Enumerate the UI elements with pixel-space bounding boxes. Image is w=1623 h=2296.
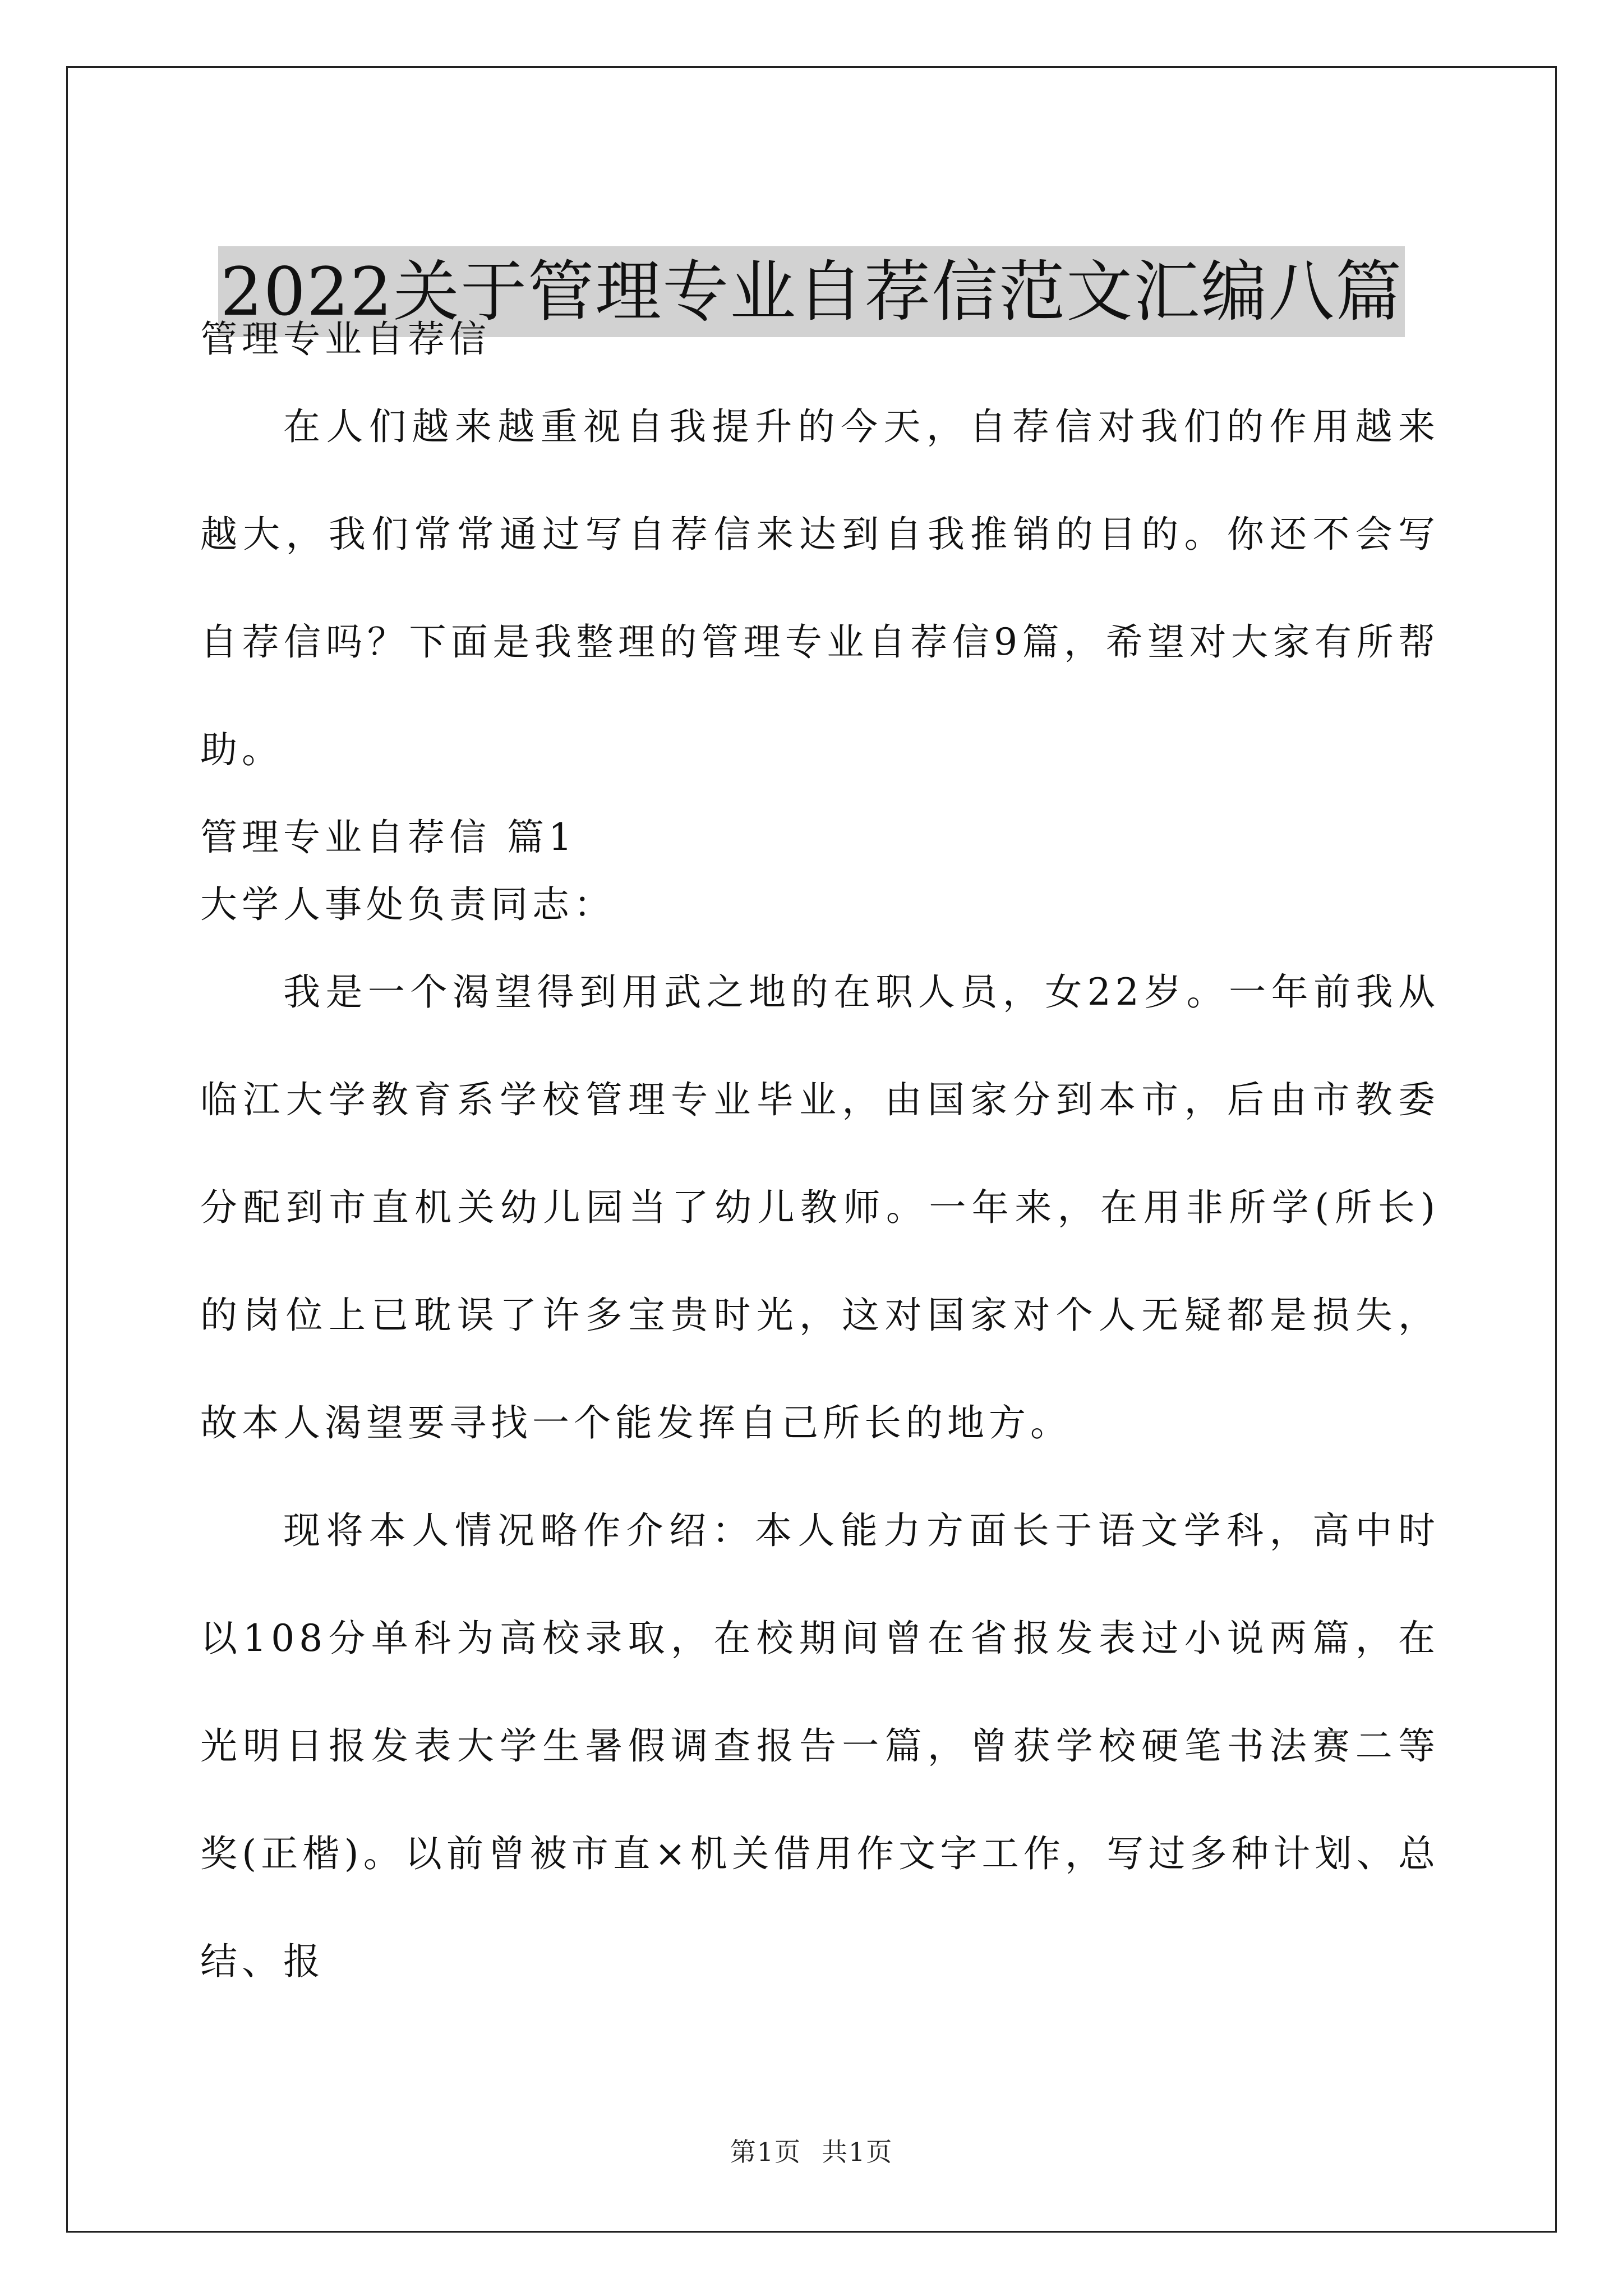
- section-title: 管理专业自荐信: [200, 318, 491, 361]
- article-heading: 管理专业自荐信 篇1: [200, 816, 577, 859]
- page-total: 共1页: [822, 2137, 893, 2167]
- salutation: 大学人事处负责同志：: [200, 883, 615, 926]
- body-paragraph: 我是一个渴望得到用武之地的在职人员，女22岁。一年前我从临江大学教育系学校管理专业毕业，由国家分到本市，后由市教委分配到市直机关幼儿园当了幼儿教师。一年来，在用非所学(所长)的岗位上已耽误了许多宝贵时光，这对国家对个人无疑都是损失，故本人渴望要寻找一个能发挥自己所长的地方。: [200, 970, 1440, 1444]
- page-number: 第1页: [730, 2137, 801, 2167]
- document-body: [200, 306, 1440, 2016]
- document-title: 2022关于管理专业自荐信范文汇编八篇: [218, 246, 1405, 337]
- page-footer: [0, 2132, 1623, 2169]
- intro-paragraph: 在人们越来越重视自我提升的今天，自荐信对我们的作用越来越大，我们常常通过写自荐信来达到自我推销的目的。你还不会写自荐信吗？下面是我整理的管理专业自荐信9篇，希望对大家有所帮助。: [200, 405, 1440, 771]
- body-paragraph: 现将本人情况略作介绍：本人能力方面长于语文学科，高中时以108分单科为高校录取，在校期间曾在省报发表过小说两篇，在光明日报发表大学生暑假调查报告一篇，曾获学校硬笔书法赛二等奖(正楷)。以前曾被市直×机关借用作文字工作，写过多种计划、总结、报: [200, 1509, 1440, 1983]
